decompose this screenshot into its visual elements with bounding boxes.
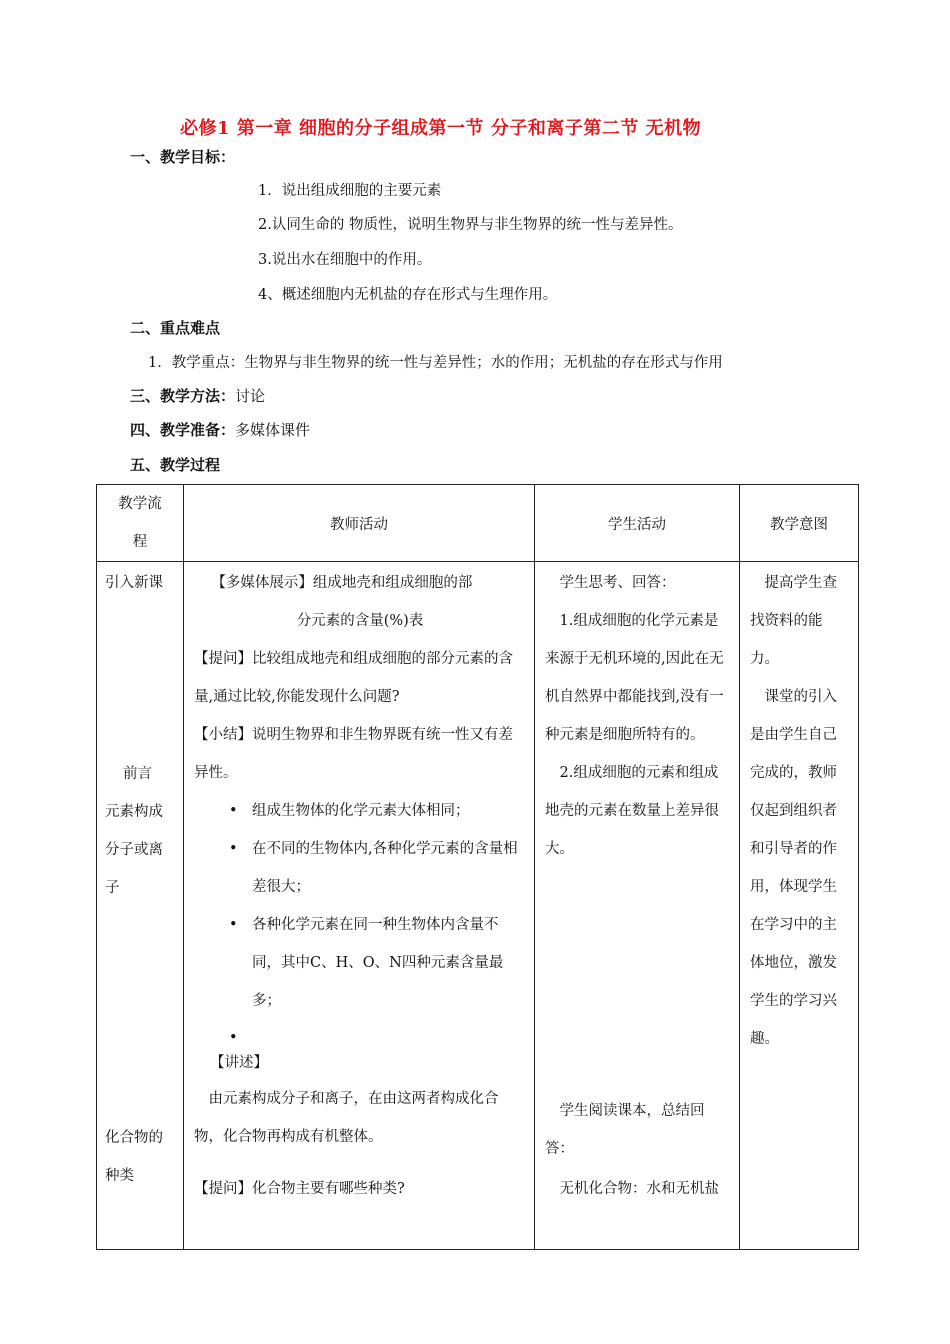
list-item [194,1026,526,1050]
bullet-icon: • [229,841,238,857]
goal-item: 4、概述细胞内无机盐的存在形式与生理作用。 [258,287,558,303]
bullet-icon: • [229,917,238,933]
key-point: 1．教学重点：生物界与非生物界的统一性与差异性；水的作用；无机盐的存在形式与作用 [148,355,723,371]
teacher-bullets [194,792,526,1050]
teacher-summary: 【小结】说明生物界和非生物界既有统一性又有差异性。 [194,727,513,781]
bullet-icon: • [229,1030,238,1046]
student-answer-2: 2.组成细胞的元素和组成地壳的元素在数量上差异很大。 [545,765,719,857]
teacher-media-cont: 分元素的含量(%)表 [296,613,424,629]
goal-item: 1．说出组成细胞的主要元素 [258,183,442,199]
list-item: • 各种化学元素在同一种生物体内含量不同，其中C、H、O、N四种元素含量最多； [194,906,526,1020]
teacher-question-2: 【提问】化合物主要有哪些种类? [194,1181,405,1197]
list-item: • 在不同的生物体内,各种化学元素的含量相差很大； [194,830,526,906]
process-heading: 五、教学过程 [130,456,221,474]
prep-value: 多媒体课件 [235,421,311,439]
teacher-media: 【多媒体展示】组成地壳和组成细胞的部 [211,575,473,591]
student-inorganic: 无机化合物：水和无机盐 [559,1181,719,1197]
student-cell [535,562,740,1250]
header-intent: 教学意图 [740,485,859,562]
intent-text-2: 课堂的引入是由学生自己完成的，教师仅起到组织者和引导者的作用，体现学生在学习中的主体地位，激发学生的学习兴趣。 [750,689,837,1047]
teacher-lecture-label: 【讲述】 [210,1055,268,1071]
teacher-question: 【提问】比较组成地壳和组成细胞的部分元素的含量,通过比较,你能发现什么问题? [194,651,513,705]
flow-intro: 引入新课 [105,575,163,591]
prep-line [130,419,310,440]
method-value: 讨论 [235,387,266,405]
intent-text-1: 提高学生查找资料的能力。 [750,575,837,667]
flow-elements: 元素构成分子或离子 [105,804,163,896]
goal-item: 2.认同生命的 物质性，说明生物界与非生物界的统一性与差异性。 [258,217,683,233]
teacher-lecture: 由元素构成分子和离子，在由这两者构成化合物，化合物再构成有机整体。 [194,1091,499,1145]
flow-compounds: 化合物的种类 [105,1130,163,1184]
header-student: 学生活动 [535,485,740,562]
method-line [130,385,265,406]
teacher-cell [184,562,535,1250]
table-row [97,562,859,1250]
flow-cell [97,562,184,1250]
table-header-row [97,485,859,562]
list-item: • 组成生物体的化学元素大体相同； [194,792,526,830]
prep-heading: 四、教学准备： [130,421,236,439]
goals-heading: 一、教学目标： [130,148,236,166]
flow-preface: 前言 [123,766,152,782]
intent-cell [740,562,859,1250]
header-teacher: 教师活动 [184,485,535,562]
goal-item: 3.说出水在细胞中的作用。 [258,252,432,268]
key-heading: 二、重点难点 [130,319,221,337]
student-answer-1: 1.组成细胞的化学元素是来源于无机环境的,因此在无机自然界中都能找到,没有一种元素是细胞所特有的。 [545,613,724,743]
student-read: 学生阅读课本，总结回答： [545,1103,705,1157]
header-flow: 教学流程 [97,485,184,562]
bullet-icon: • [229,803,238,819]
student-think: 学生思考、回答： [559,575,676,591]
document-title: 必修1 第一章 细胞的分子组成第一节 分子和离子第二节 无机物 [180,118,702,139]
method-heading: 三、教学方法： [130,387,236,405]
process-table [96,484,859,1250]
